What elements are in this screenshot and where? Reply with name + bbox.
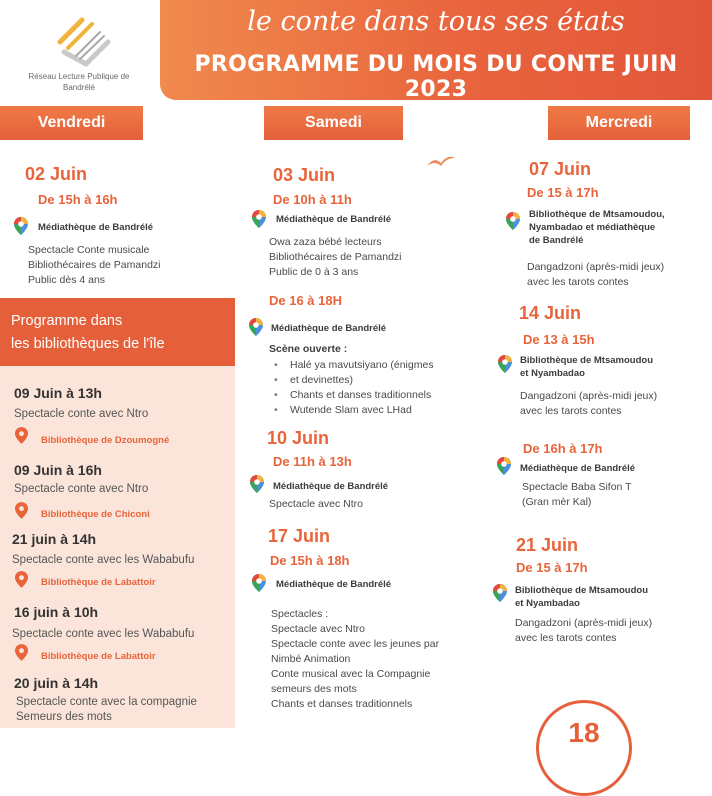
location-pin-icon	[15, 571, 28, 588]
location-pin-icon	[506, 212, 520, 230]
wednesday-venue: Bibliothèque de Mtsamoudou et Nyambadao	[515, 585, 648, 609]
friday-venue: Médiathèque de Bandrélé	[38, 222, 154, 233]
open-stage-list	[272, 358, 434, 418]
friday-description: Spectacle Conte musicale Bibliothécaires de Pamandzi Public dès 4 ans	[28, 244, 161, 286]
island-program-header	[0, 298, 235, 366]
spectacles-list: Spectacle avec Ntro Spectacle conte avec les jeunes par Nimbé Animation Conte musical avec la Compagnie semeurs des mots Chants et danses traditionnels	[271, 623, 440, 710]
page-title: PROGRAMME DU MOIS DU CONTE JUIN 2023	[194, 52, 678, 102]
logo-area	[0, 0, 160, 100]
wednesday-description: Dangadzoni (après-midi jeux) avec les tarots contes	[515, 617, 653, 644]
island-item-desc: Spectacle conte avec Ntro	[14, 408, 149, 420]
island-item-date: 09 Juin à 13h	[14, 385, 102, 401]
wednesday-venue: Médiathèque de Bandrélé	[520, 463, 636, 474]
list-item: • Chants et danses traditionnels	[272, 388, 434, 403]
wednesday-date: 14 Juin	[519, 303, 582, 323]
spectacles-label: Spectacles :	[271, 608, 329, 620]
island-item-venue: Bibliothèque de Labattoir	[41, 651, 156, 662]
list-item: • et devinettes)	[272, 373, 434, 388]
wednesday-date: 21 Juin	[516, 535, 579, 555]
island-item-date: 21 juin à 14h	[12, 531, 97, 547]
wednesday-time: De 16h à 17h	[523, 441, 603, 456]
wednesday-venue: Bibliothèque de Mtsamoudou, Nyambadao et médiathèque de Bandrélé	[529, 209, 665, 246]
island-item-desc: Spectacle conte avec les Wababufu	[12, 628, 195, 640]
island-item-date: 16 juin à 10h	[14, 604, 99, 620]
location-pin-icon	[498, 355, 512, 373]
list-item: • Halé ya mavutsiyano (énigmes	[272, 358, 434, 373]
tab-mercredi: Mercredi	[548, 106, 690, 140]
org-name: Réseau Lecture Publique de Bandrélé	[28, 72, 130, 92]
saturday-date: 10 Juin	[267, 428, 330, 448]
saturday-venue: Médiathèque de Bandrélé	[276, 214, 392, 225]
location-pin-icon	[14, 217, 28, 235]
friday-time: De 15h à 16h	[38, 192, 118, 207]
saturday-description: Owa zaza bébé lecteurs Bibliothécaires de Pamandzi Public de 0 à 3 ans	[269, 236, 402, 278]
location-pin-icon	[252, 210, 266, 228]
bird-icon	[426, 154, 456, 168]
saturday-venue: Médiathèque de Bandrélé	[271, 323, 387, 334]
location-pin-icon	[497, 457, 511, 475]
location-pin-icon	[15, 644, 28, 661]
open-stage-label: Scène ouverte :	[269, 343, 348, 355]
wednesday-description: Spectacle Baba Sifon T (Gran mèr Kal)	[522, 481, 632, 508]
island-item-desc: Spectacle conte avec Ntro	[14, 483, 149, 495]
saturday-venue: Médiathèque de Bandrélé	[273, 481, 389, 492]
wednesday-date: 07 Juin	[529, 159, 592, 179]
wednesday-description: Dangadzoni (après-midi jeux) avec les tarots contes	[520, 390, 658, 417]
list-item: • Wutende Slam avec LHad	[272, 403, 434, 418]
location-pin-icon	[252, 574, 266, 592]
island-program-title-line1: Programme dans	[11, 313, 123, 329]
island-item-venue: Bibliothèque de Chiconi	[41, 509, 150, 520]
location-pin-icon	[493, 584, 507, 602]
island-item-desc: Spectacle conte avec les Wababufu	[12, 554, 195, 566]
saturday-date: 03 Juin	[273, 165, 336, 185]
saturday-venue: Médiathèque de Bandrélé	[276, 579, 392, 590]
island-item-date: 09 Juin à 16h	[14, 462, 102, 478]
script-title: le conte dans tous ses états	[247, 6, 625, 37]
location-pin-icon	[15, 427, 28, 444]
wednesday-time: De 15 à 17h	[516, 560, 588, 575]
island-item-desc: Spectacle conte avec la compagnie Semeurs des mots	[16, 696, 197, 723]
island-item-date: 20 juin à 14h	[14, 675, 99, 691]
book-logo-icon	[52, 12, 114, 68]
saturday-description: Spectacle avec Ntro	[269, 498, 363, 510]
tab-samedi: Samedi	[264, 106, 403, 140]
saturday-time: De 15h à 18h	[270, 553, 350, 568]
island-program-title-line2: les bibliothèques de l'île	[11, 336, 165, 352]
date-badge: 18	[536, 700, 632, 796]
island-item-venue: Bibliothèque de Dzoumogné	[41, 435, 170, 446]
friday-date: 02 Juin	[25, 164, 88, 184]
saturday-time: De 16 à 18H	[269, 293, 342, 308]
wednesday-time: De 15 à 17h	[527, 185, 599, 200]
saturday-time: De 10h à 11h	[273, 192, 352, 207]
wednesday-description: Dangadzoni (après-midi jeux) avec les tarots contes	[527, 261, 665, 288]
location-pin-icon	[250, 475, 264, 493]
wednesday-time: De 13 à 15h	[523, 332, 595, 347]
island-item-venue: Bibliothèque de Labattoir	[41, 577, 156, 588]
location-pin-icon	[249, 318, 263, 336]
wednesday-venue: Bibliothèque de Mtsamoudou et Nyambadao	[520, 355, 653, 379]
saturday-date: 17 Juin	[268, 526, 331, 546]
tab-vendredi: Vendredi	[0, 106, 143, 140]
saturday-time: De 11h à 13h	[273, 454, 352, 469]
location-pin-icon	[15, 502, 28, 519]
